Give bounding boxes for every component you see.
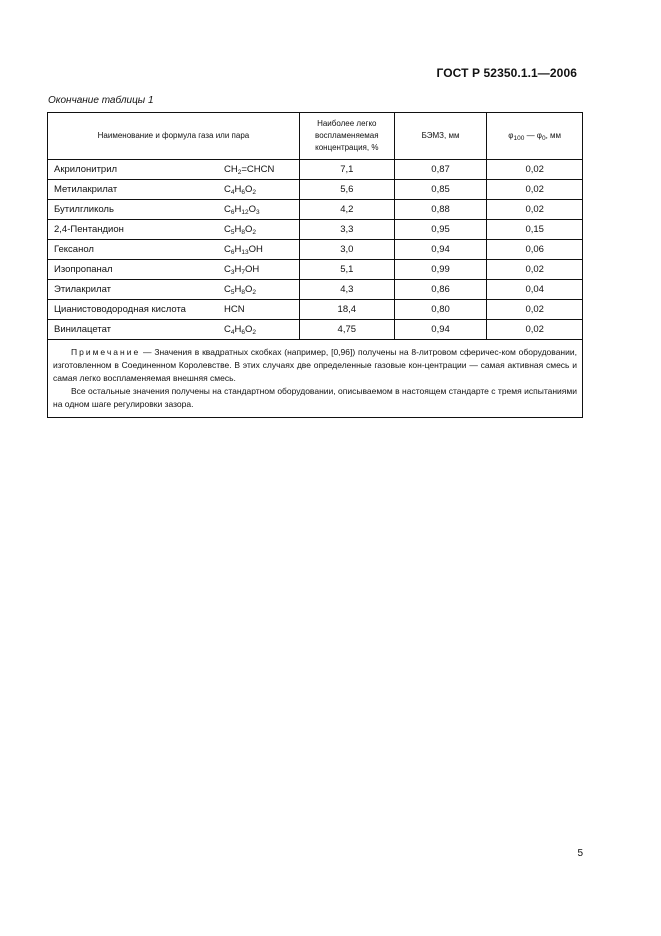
- gas-formula: [224, 184, 256, 195]
- diff-cell: 0,02: [487, 180, 583, 200]
- formula-part: H: [234, 204, 242, 215]
- gas-name: Винилацетат: [54, 324, 111, 335]
- table-body: [48, 160, 583, 418]
- formula-part: =CHCN: [241, 164, 275, 175]
- col-header-diff: [487, 113, 583, 160]
- diff-cell: 0,02: [487, 200, 583, 220]
- note-paragraph-1: [53, 346, 577, 385]
- gas-formula: [224, 204, 260, 215]
- gas-name: Гексанол: [54, 244, 94, 255]
- diff-cell: 0,04: [487, 280, 583, 300]
- gas-formula: [224, 324, 256, 335]
- formula-part: O: [248, 204, 256, 215]
- gas-name-cell: [48, 220, 300, 240]
- formula-part: H: [234, 264, 242, 275]
- table-header-row: [48, 113, 583, 160]
- formula-subscript: 2: [237, 169, 242, 176]
- formula-subscript: 8: [241, 229, 245, 236]
- formula-subscript: 5: [230, 229, 235, 236]
- formula-subscript: 6: [241, 189, 245, 196]
- formula-part: C: [224, 284, 231, 295]
- concentration-cell: 5,6: [299, 180, 394, 200]
- diff-cell: 0,15: [487, 220, 583, 240]
- diff-cell: 0,02: [487, 320, 583, 340]
- diff-cell: 0,02: [487, 260, 583, 280]
- formula-part: O: [245, 184, 253, 195]
- gas-name-cell: [48, 280, 300, 300]
- diff-mid: —: [524, 131, 537, 140]
- gas-name: 2,4-Пентандион: [54, 224, 124, 235]
- formula-subscript: 6: [241, 329, 245, 336]
- diff-cell: 0,02: [487, 160, 583, 180]
- formula-part: O: [245, 324, 253, 335]
- note-paragraph-2: Все остальные значения получены на стандартном оборудовании, описываемом в настоящем стандарте с тремя испытаниями на одном шаге регулировки зазора.: [53, 386, 577, 409]
- formula-part: H: [234, 184, 242, 195]
- formula-subscript: 7: [241, 269, 245, 276]
- gas-name-cell: [48, 260, 300, 280]
- formula-subscript: 6: [230, 209, 235, 216]
- gas-name: Изопропанал: [54, 264, 113, 275]
- formula-part: C: [224, 224, 231, 235]
- gas-formula: [224, 264, 259, 275]
- formula-subscript: 6: [230, 249, 235, 256]
- gas-name-cell: [48, 200, 300, 220]
- formula-subscript: 2: [252, 329, 257, 336]
- formula-part: C: [224, 184, 231, 195]
- gas-formula: [224, 224, 256, 235]
- formula-part: CH: [224, 164, 238, 175]
- concentration-cell: 4,3: [299, 280, 394, 300]
- bemz-cell: 0,94: [394, 320, 487, 340]
- table-row: [48, 320, 583, 340]
- table-row: [48, 220, 583, 240]
- diff-sub-b: 0: [541, 135, 546, 142]
- table-row: [48, 160, 583, 180]
- concentration-cell: 4,75: [299, 320, 394, 340]
- gas-table: [47, 112, 583, 418]
- formula-part: C: [224, 324, 231, 335]
- concentration-cell: 3,3: [299, 220, 394, 240]
- gas-name: Метилакрилат: [54, 184, 118, 195]
- bemz-cell: 0,99: [394, 260, 487, 280]
- formula-part: H: [234, 224, 242, 235]
- formula-part: C: [224, 264, 231, 275]
- formula-part: O: [245, 224, 253, 235]
- gas-name: Бутилгликоль: [54, 204, 114, 215]
- col-header-concentration: Наиболее легко воспламеняемая концентрация, %: [299, 113, 394, 160]
- gas-name-cell: [48, 320, 300, 340]
- formula-part: HCN: [224, 304, 245, 315]
- note-label: Примечание: [71, 347, 141, 357]
- formula-subscript: 5: [230, 289, 235, 296]
- formula-subscript: 12: [241, 209, 249, 216]
- diff-cell: 0,02: [487, 300, 583, 320]
- bemz-cell: 0,87: [394, 160, 487, 180]
- bemz-cell: 0,88: [394, 200, 487, 220]
- gas-name-cell: [48, 160, 300, 180]
- note-text-1: Значения в квадратных скобках (например, [0,96]) получены на 8-литровом сферичес-ком оборудовании, изготовленном в Соединенном Королевстве. В этих случаях две определенные газовые кон-центрации — самая активная смесь и самая легко воспламеняемая внешняя смесь.: [53, 347, 577, 383]
- formula-subscript: 8: [241, 289, 245, 296]
- formula-part: H: [234, 284, 242, 295]
- formula-subscript: 2: [252, 189, 257, 196]
- gas-formula: [224, 304, 245, 315]
- formula-part: H: [234, 324, 242, 335]
- gas-name-cell: [48, 240, 300, 260]
- formula-subscript: 3: [230, 269, 235, 276]
- diff-sub-a: 100: [513, 135, 525, 142]
- note-cell: [48, 340, 583, 418]
- formula-part: H: [234, 244, 242, 255]
- concentration-cell: 3,0: [299, 240, 394, 260]
- concentration-cell: 5,1: [299, 260, 394, 280]
- gas-formula: [224, 244, 263, 255]
- formula-part: OH: [248, 244, 263, 255]
- formula-subscript: 4: [230, 329, 235, 336]
- col-header-bemz: БЭМЗ, мм: [394, 113, 487, 160]
- diff-unit: , мм: [545, 131, 562, 140]
- bemz-cell: 0,95: [394, 220, 487, 240]
- table-row: [48, 240, 583, 260]
- gas-name-cell: [48, 180, 300, 200]
- page-number: 5: [577, 848, 583, 859]
- bemz-cell: 0,85: [394, 180, 487, 200]
- diff-cell: 0,06: [487, 240, 583, 260]
- concentration-cell: 4,2: [299, 200, 394, 220]
- bemz-cell: 0,94: [394, 240, 487, 260]
- concentration-cell: 18,4: [299, 300, 394, 320]
- bemz-cell: 0,80: [394, 300, 487, 320]
- formula-subscript: 2: [252, 229, 257, 236]
- table-row: [48, 260, 583, 280]
- table-row: [48, 200, 583, 220]
- gas-name: Этилакрилат: [54, 284, 112, 295]
- formula-part: O: [245, 284, 253, 295]
- gas-formula: [224, 284, 256, 295]
- gas-name: Цианистоводородная кислота: [54, 304, 186, 315]
- table-caption: Окончание таблицы 1: [48, 95, 154, 106]
- formula-part: OH: [245, 264, 260, 275]
- note-row: [48, 340, 583, 418]
- diff-symbol-a: φ: [508, 131, 514, 140]
- formula-subscript: 3: [256, 209, 260, 216]
- table-row: [48, 300, 583, 320]
- formula-part: C: [224, 244, 231, 255]
- gas-formula: [224, 164, 274, 175]
- document-id: ГОСТ Р 52350.1.1—2006: [436, 66, 577, 80]
- formula-subscript: 13: [241, 249, 249, 256]
- table-row: [48, 280, 583, 300]
- bemz-cell: 0,86: [394, 280, 487, 300]
- note-dash: —: [140, 347, 155, 357]
- formula-subscript: 4: [230, 189, 235, 196]
- formula-part: C: [224, 204, 231, 215]
- formula-subscript: 2: [252, 289, 257, 296]
- col-header-name: Наименование и формула газа или пара: [48, 113, 300, 160]
- diff-symbol-b: φ: [536, 131, 542, 140]
- concentration-cell: 7,1: [299, 160, 394, 180]
- gas-name-cell: [48, 300, 300, 320]
- table-row: [48, 180, 583, 200]
- gas-name: Акрилонитрил: [54, 164, 118, 175]
